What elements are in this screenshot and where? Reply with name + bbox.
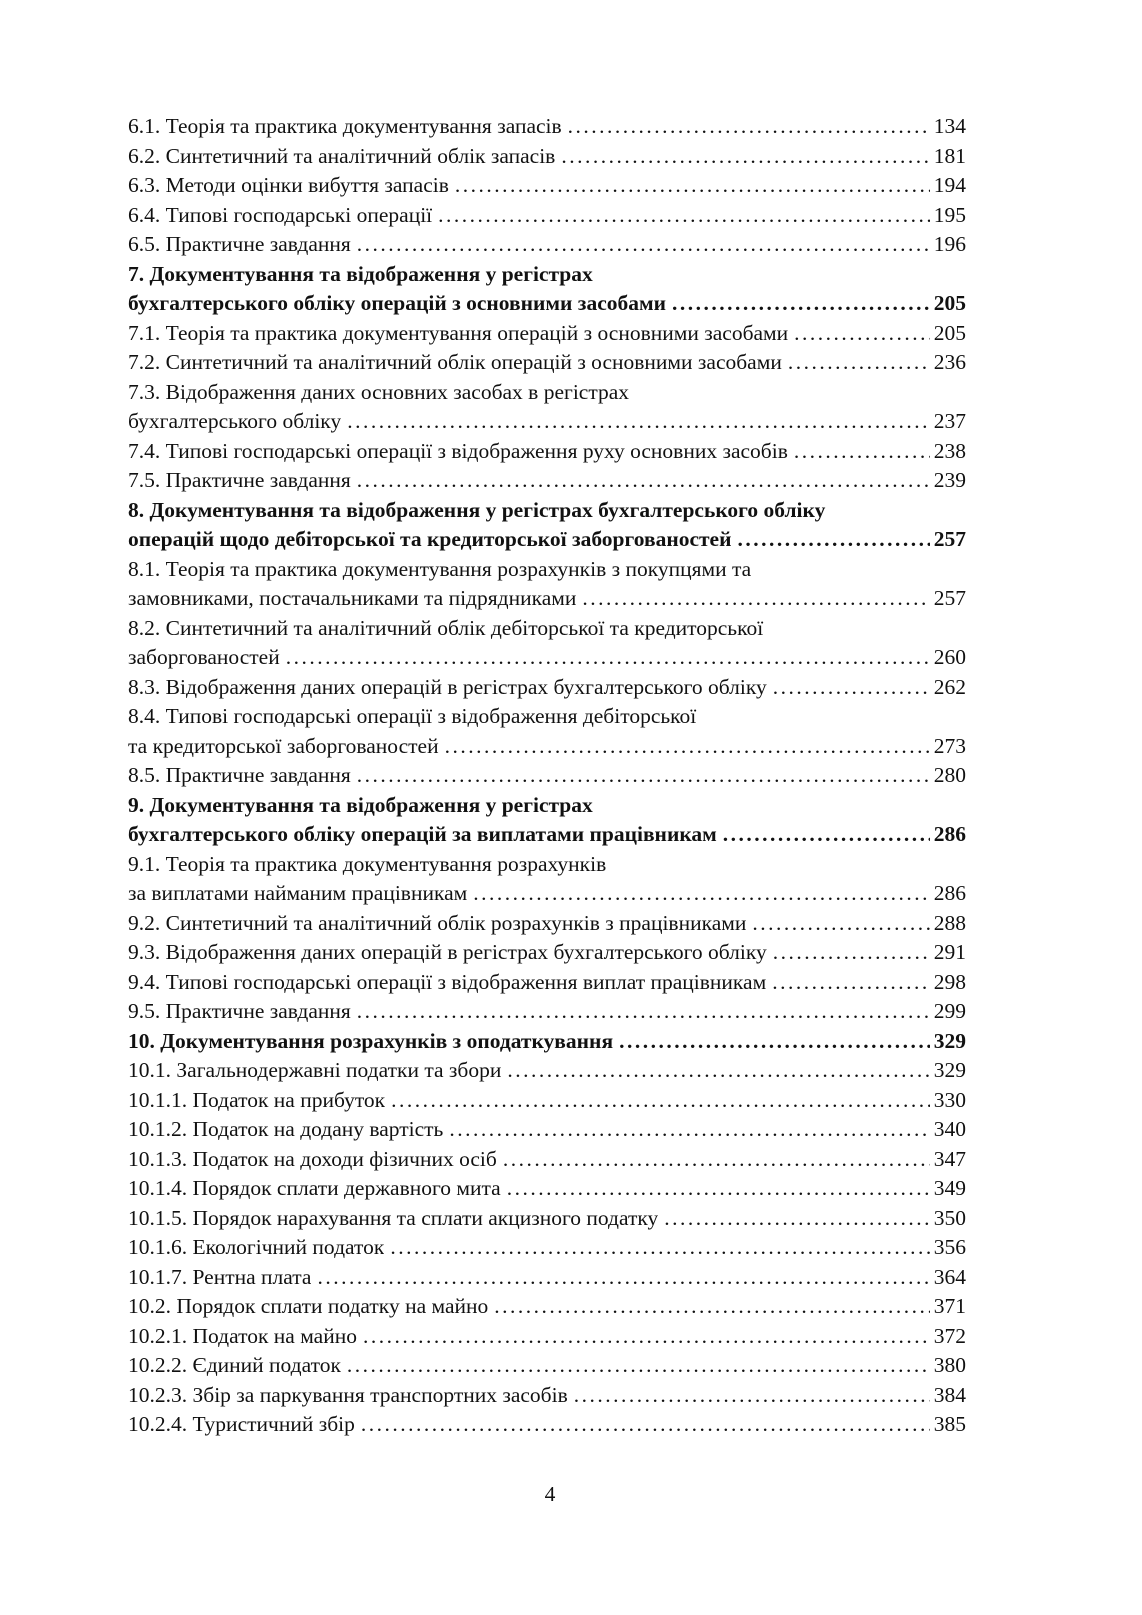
toc-page-number: 238 — [933, 438, 966, 463]
toc-page-number: 260 — [933, 645, 966, 669]
toc-page-number: 262 — [933, 674, 966, 699]
toc-entry-text: 7.1. Теорія та практика документування операцій з основними засобами — [128, 320, 789, 345]
toc-entry-lastline — [128, 643, 966, 673]
toc-entry-text: 8.1. Теорія та практика документування розрахунків з покупцями та — [128, 556, 752, 581]
toc-entry-lastline — [128, 1145, 966, 1175]
toc-entry-line — [128, 850, 966, 880]
dot-leader — [772, 968, 930, 998]
toc-entry — [128, 1410, 966, 1440]
toc-entry — [128, 201, 966, 231]
toc-page-number: 349 — [933, 1176, 966, 1200]
toc-entry-lastline — [128, 1322, 966, 1352]
toc-entry-text: за виплатами найманим працівникам — [128, 881, 468, 905]
toc-entry — [128, 437, 966, 467]
toc-entry — [128, 673, 966, 703]
toc-entry-text: 8. Документування та відображення у регістрах бухгалтерського обліку — [128, 497, 826, 522]
toc-entry-text: 10.2.3. Збір за паркування транспортних засобів — [128, 1382, 568, 1407]
toc-entry — [128, 761, 966, 791]
toc-page-number: 205 — [933, 291, 966, 315]
toc-entry-lastline — [128, 142, 966, 172]
toc-page-number: 273 — [933, 733, 966, 758]
toc-entry-line — [128, 702, 966, 732]
dot-leader — [568, 112, 930, 142]
toc-entry-text: 6.3. Методи оцінки вибуття запасів — [128, 173, 449, 197]
toc-entry — [128, 142, 966, 172]
toc-page-number: 195 — [933, 202, 966, 227]
dot-leader — [363, 1322, 930, 1352]
toc-entry-text: 7. Документування та відображення у регістрах — [128, 261, 593, 286]
toc-entry — [128, 1351, 966, 1381]
toc-page-number: 340 — [933, 1117, 966, 1141]
toc-entry-line — [128, 260, 966, 290]
toc-entry-line — [128, 791, 966, 821]
toc-entry-text: 6.4. Типові господарські операції — [128, 202, 433, 227]
toc-entry — [128, 1174, 966, 1204]
toc-entry — [128, 938, 966, 968]
toc-entry-lastline — [128, 938, 966, 968]
dot-leader — [507, 1056, 929, 1086]
toc-entry-line — [128, 614, 966, 644]
dot-leader — [390, 1233, 929, 1263]
toc-page-number: 329 — [933, 1058, 966, 1082]
toc-page-number: 194 — [933, 173, 966, 197]
dot-leader — [445, 732, 930, 762]
dot-leader — [357, 230, 930, 260]
toc-entry-text: 9.3. Відображення даних операцій в регістрах бухгалтерського обліку — [128, 940, 767, 964]
toc-entry-lastline — [128, 1115, 966, 1145]
dot-leader — [347, 1351, 930, 1381]
toc-entry-lastline — [128, 1174, 966, 1204]
toc-entry — [128, 1322, 966, 1352]
dot-leader — [286, 643, 930, 673]
toc-entry-text: замовниками, постачальниками та підрядниками — [128, 586, 577, 610]
toc-entry-lastline — [128, 348, 966, 378]
toc-entry-lastline — [128, 673, 966, 703]
toc-page-number: 236 — [933, 350, 966, 374]
dot-leader — [738, 525, 930, 555]
dot-leader — [438, 201, 930, 231]
toc-entry-lastline — [128, 997, 966, 1027]
toc-entry-lastline — [128, 112, 966, 142]
toc-entry-text: 8.2. Синтетичний та аналітичний облік дебіторської та кредиторської — [128, 615, 764, 640]
toc-entry — [128, 1056, 966, 1086]
toc-entry-text: 6.2. Синтетичний та аналітичний облік запасів — [128, 143, 556, 168]
dot-leader — [357, 466, 930, 496]
toc-entry — [128, 614, 966, 673]
toc-list — [128, 112, 966, 1440]
toc-entry-lastline — [128, 525, 966, 555]
toc-page-number: 372 — [933, 1323, 966, 1348]
toc-entry-text: 9.2. Синтетичний та аналітичний облік розрахунків з працівниками — [128, 910, 747, 935]
toc-entry-text: 8.4. Типові господарські операції з відображення дебіторської — [128, 704, 697, 728]
dot-leader — [672, 289, 930, 319]
dot-leader — [582, 584, 929, 614]
toc-entry-lastline — [128, 1056, 966, 1086]
toc-entry-text: 8.5. Практичне завдання — [128, 763, 351, 787]
toc-entry — [128, 968, 966, 998]
toc-entry — [128, 230, 966, 260]
toc-entry-lastline — [128, 319, 966, 349]
toc-entry-text: 10.1.3. Податок на доходи фізичних осіб — [128, 1146, 497, 1171]
toc-entry-lastline — [128, 201, 966, 231]
toc-page-number: 356 — [933, 1235, 966, 1259]
toc-entry — [128, 466, 966, 496]
toc-entry-text: 10.2. Порядок сплати податку на майно — [128, 1294, 489, 1318]
toc-entry-lastline — [128, 171, 966, 201]
dot-leader — [494, 1292, 929, 1322]
toc-entry-text: 9.5. Практичне завдання — [128, 999, 351, 1023]
toc-page-number: 196 — [933, 232, 966, 256]
toc-entry-text: 10.1. Загальнодержавні податки та збори — [128, 1058, 502, 1082]
dot-leader — [391, 1086, 930, 1116]
toc-entry — [128, 496, 966, 555]
toc-page-number: 286 — [933, 881, 966, 905]
toc-entry-lastline — [128, 1263, 966, 1293]
toc-page-number: 329 — [933, 1028, 966, 1053]
dot-leader — [317, 1263, 929, 1293]
toc-entry-lastline — [128, 909, 966, 939]
dot-leader — [664, 1204, 929, 1234]
toc-page-number: 371 — [933, 1294, 966, 1318]
toc-entry-text: заборгованостей — [128, 645, 280, 669]
toc-entry-text: та кредиторської заборгованостей — [128, 733, 439, 758]
toc-page-number: 384 — [933, 1382, 966, 1407]
toc-entry-text: 7.4. Типові господарські операції з відображення руху основних засобів — [128, 438, 788, 463]
toc-entry-text: 10.1.5. Порядок нарахування та сплати акцизного податку — [128, 1205, 659, 1230]
toc-entry — [128, 1204, 966, 1234]
toc-entry-line — [128, 555, 966, 585]
toc-entry — [128, 1381, 966, 1411]
dot-leader — [788, 348, 930, 378]
toc-page-number: 330 — [933, 1087, 966, 1112]
dot-leader — [503, 1145, 930, 1175]
dot-leader — [347, 407, 930, 437]
toc-page-number: 286 — [933, 822, 966, 846]
toc-entry-line — [128, 496, 966, 526]
toc-entry — [128, 112, 966, 142]
toc-entry-lastline — [128, 1086, 966, 1116]
toc-entry-text: 10.1.6. Екологічний податок — [128, 1235, 385, 1259]
toc-entry-text: 9.1. Теорія та практика документування розрахунків — [128, 851, 607, 876]
toc-page-number: 380 — [933, 1353, 966, 1377]
toc-entry-lastline — [128, 1381, 966, 1411]
toc-page-number: 205 — [933, 320, 966, 345]
toc-entry-lastline — [128, 1292, 966, 1322]
toc-entry-text: бухгалтерського обліку операцій за виплатами працівникам — [128, 822, 717, 846]
toc-entry — [128, 171, 966, 201]
toc-page-number: 299 — [933, 999, 966, 1023]
toc-entry-text: 10. Документування розрахунків з оподаткування — [128, 1028, 614, 1053]
toc-entry — [128, 555, 966, 614]
toc-entry — [128, 348, 966, 378]
toc-entry — [128, 1086, 966, 1116]
toc-entry-text: 9. Документування та відображення у регістрах — [128, 792, 593, 817]
toc-entry-lastline — [128, 1410, 966, 1440]
page-number: 4 — [544, 1482, 556, 1506]
toc-entry-lastline — [128, 230, 966, 260]
dot-leader — [455, 171, 930, 201]
toc-page-number: 364 — [933, 1264, 966, 1289]
toc-page-number: 298 — [933, 969, 966, 994]
toc-entry — [128, 260, 966, 319]
toc-entry — [128, 319, 966, 349]
toc-page-number: 237 — [933, 409, 966, 433]
toc-entry-text: операцій щодо дебіторської та кредиторської заборгованостей — [128, 527, 732, 551]
toc-entry — [128, 850, 966, 909]
toc-entry-text: 7.2. Синтетичний та аналітичний облік операцій з основними засобами — [128, 350, 782, 374]
toc-entry — [128, 702, 966, 761]
toc-entry-text: 10.2.2. Єдиний податок — [128, 1353, 341, 1377]
toc-entry-text: 8.3. Відображення даних операцій в регістрах бухгалтерського обліку — [128, 674, 767, 699]
toc-entry-lastline — [128, 968, 966, 998]
toc-entry — [128, 1263, 966, 1293]
dot-leader — [561, 142, 929, 172]
toc-entry — [128, 1115, 966, 1145]
toc-entry — [128, 791, 966, 850]
toc-entry-text: 6.1. Теорія та практика документування запасів — [128, 114, 562, 138]
toc-entry — [128, 997, 966, 1027]
toc-entry-lastline — [128, 732, 966, 762]
dot-leader — [473, 879, 930, 909]
dot-leader — [357, 761, 930, 791]
toc-page-number: 288 — [933, 910, 966, 935]
toc-entry-line — [128, 378, 966, 408]
toc-entry-lastline — [128, 407, 966, 437]
toc-page-number: 280 — [933, 763, 966, 787]
dot-leader — [794, 319, 930, 349]
toc-entry — [128, 1292, 966, 1322]
dot-leader — [773, 938, 930, 968]
toc-entry-text: 10.1.4. Порядок сплати державного мита — [128, 1176, 501, 1200]
toc-entry-text: 10.2.4. Туристичний збір — [128, 1412, 355, 1436]
toc-entry — [128, 1233, 966, 1263]
toc-entry-text: 10.1.1. Податок на прибуток — [128, 1087, 386, 1112]
toc-page-number: 181 — [933, 143, 966, 168]
toc-page-number: 350 — [933, 1205, 966, 1230]
toc-entry-lastline — [128, 1204, 966, 1234]
toc-page-number: 134 — [933, 114, 966, 138]
toc-entry-lastline — [128, 437, 966, 467]
toc-entry — [128, 909, 966, 939]
toc-entry-lastline — [128, 1027, 966, 1057]
toc-entry-lastline — [128, 761, 966, 791]
toc-entry-text: бухгалтерського обліку операцій з основними засобами — [128, 291, 667, 315]
toc-entry-lastline — [128, 584, 966, 614]
dot-leader — [357, 997, 930, 1027]
toc-entry-lastline — [128, 466, 966, 496]
toc-entry — [128, 378, 966, 437]
toc-page-number: 257 — [933, 527, 966, 551]
dot-leader — [723, 820, 930, 850]
toc-entry-text: бухгалтерського обліку — [128, 409, 342, 433]
dot-leader — [574, 1381, 930, 1411]
dot-leader — [619, 1027, 930, 1057]
toc-entry-text: 10.2.1. Податок на майно — [128, 1323, 357, 1348]
toc-entry-lastline — [128, 879, 966, 909]
toc-entry-text: 7.3. Відображення даних основних засобах в регістрах — [128, 379, 630, 404]
toc-entry-lastline — [128, 1351, 966, 1381]
dot-leader — [361, 1410, 930, 1440]
toc-entry — [128, 1027, 966, 1057]
toc-entry-text: 6.5. Практичне завдання — [128, 232, 351, 256]
dot-leader — [773, 673, 930, 703]
toc-entry-text: 9.4. Типові господарські операції з відображення виплат працівникам — [128, 969, 767, 994]
toc-entry-text: 10.1.2. Податок на додану вартість — [128, 1117, 444, 1141]
toc-page-number: 291 — [933, 940, 966, 964]
dot-leader — [752, 909, 929, 939]
toc-page-number: 257 — [933, 586, 966, 610]
toc-entry-text: 7.5. Практичне завдання — [128, 468, 351, 492]
toc-page-number: 347 — [933, 1146, 966, 1171]
toc-entry-lastline — [128, 289, 966, 319]
dot-leader — [449, 1115, 929, 1145]
toc-page-number: 385 — [933, 1412, 966, 1436]
toc-entry — [128, 1145, 966, 1175]
dot-leader — [507, 1174, 930, 1204]
toc-page-number: 239 — [933, 468, 966, 492]
toc-entry-lastline — [128, 1233, 966, 1263]
toc-entry-lastline — [128, 820, 966, 850]
toc-entry-text: 10.1.7. Рентна плата — [128, 1264, 312, 1289]
dot-leader — [794, 437, 930, 467]
